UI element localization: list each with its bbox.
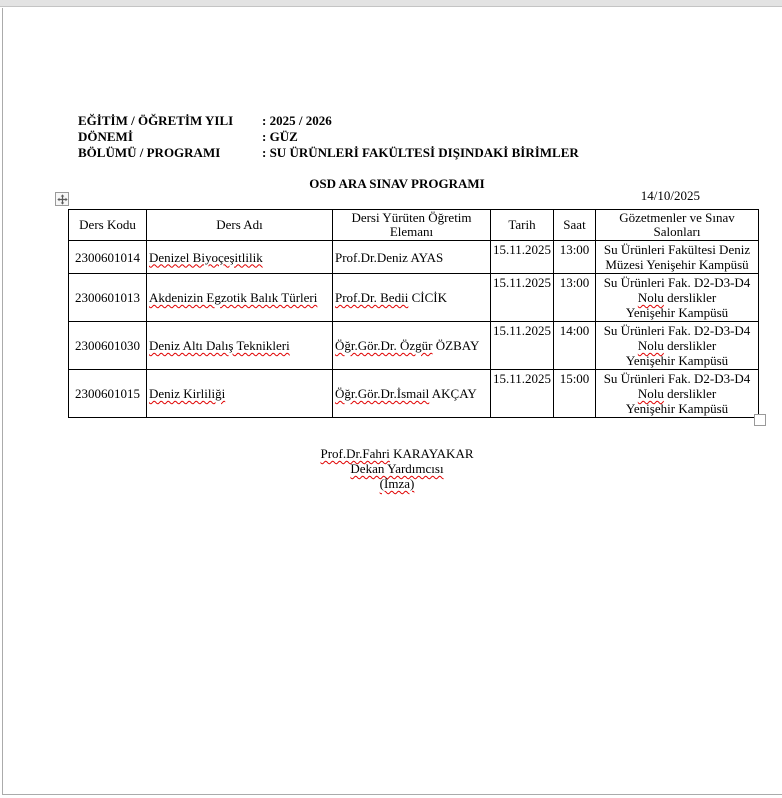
cell-tarih: 15.11.2025 [491,322,554,370]
document-date: 14/10/2025 [640,188,700,203]
salon-line: Su Ürünleri Fak. D2-D3-D4 [603,371,751,386]
cell-sinav-salonu [596,241,759,274]
cell-ders-kodu: 2300601014 [69,241,147,274]
cell-saat: 13:00 [554,241,596,274]
table-row [69,241,759,274]
instructor-text: CİCİK [408,290,447,305]
header-ogretim-elemani: Dersi Yürüten Öğretim Elemanı [333,210,491,241]
cell-ogretim-elemani [333,241,491,274]
info-label: BÖLÜMÜ / PROGRAMI [78,145,221,160]
info-row-bolumu [78,145,579,161]
header-ders-kodu: Ders Kodu [69,210,147,241]
cell-ogretim-elemani [333,322,491,370]
misspelled-text: Denizel Biyoçeşitlilik [149,249,263,265]
salon-line: Nolu derslikler [637,290,717,305]
cell-saat: 14:00 [554,322,596,370]
info-label: EĞİTİM / ÖĞRETİM YILI [78,113,234,128]
cell-ders-adi [147,274,333,322]
header-ders-adi: Ders Adı [147,210,333,241]
signature-name: Prof.Dr.Fahri KARAYAKAR [320,446,474,461]
cell-tarih: 15.11.2025 [491,241,554,274]
misspelled-text: Prof.Dr.Fahri [320,446,390,461]
misspelled-text: Öğr.Gör.Dr. Özgür [335,338,433,353]
signature-role [68,461,726,476]
cell-ders-adi [147,322,333,370]
misspelled-text: Akdenizin Egzotik Balık Türleri [149,290,318,305]
page-title: OSD ARA SINAV PROGRAMI [309,176,485,191]
cell-sinav-salonu [596,274,759,322]
page-bottom-edge [2,794,782,795]
info-label: DÖNEMİ [78,129,133,144]
instructor-text: ÖZBAY [432,338,480,353]
cell-ders-kodu: 2300601013 [69,274,147,322]
table-header-row [69,210,759,241]
instructor-text: AKÇAY [429,386,477,401]
info-row-egitim-yili [78,113,579,129]
misspelled-text: Prof.Dr. Bedii [335,290,409,305]
info-value: : 2025 / 2026 [262,113,332,128]
cell-ders-kodu: 2300601015 [69,370,147,418]
salon-line: Nolu derslikler [637,338,717,353]
instructor-text: Prof.Dr.Deniz AYAS [335,249,444,265]
salon-line: Müzesi Yenişehir Kampüsü [605,257,749,272]
misspelled-text: Deniz Kirliliği [149,386,226,401]
table-resize-handle[interactable] [754,414,766,426]
cell-sinav-salonu [596,322,759,370]
cell-saat: 13:00 [554,274,596,322]
misspelled-text: (İmza) [379,476,415,491]
table-row [69,322,759,370]
misspelled-text: Deniz Altı Dalış Teknikleri [149,338,290,353]
cell-ders-adi [147,241,333,274]
info-value: : SU ÜRÜNLERİ FAKÜLTESİ DIŞINDAKİ BİRİMLER [262,145,579,160]
cell-sinav-salonu [596,370,759,418]
cell-tarih: 15.11.2025 [491,274,554,322]
salon-line: Su Ürünleri Fakültesi Deniz [603,242,751,257]
cell-ogretim-elemani [333,274,491,322]
header-saat: Saat [554,210,596,241]
cell-ders-kodu: 2300601030 [69,322,147,370]
info-value: : GÜZ [262,129,298,144]
cell-ders-adi [147,370,333,418]
salon-line: Yenişehir Kampüsü [625,305,729,320]
salon-line: Yenişehir Kampüsü [625,353,729,368]
table-row [69,274,759,322]
table-move-handle[interactable] [55,192,69,206]
page-left-edge [2,8,3,794]
exam-schedule-table [68,209,759,418]
info-row-donemi [78,129,579,145]
header-tarih: Tarih [491,210,554,241]
salon-line: Su Ürünleri Fak. D2-D3-D4 [603,275,751,290]
signature-block [68,446,726,491]
misspelled-text: Nolu [637,290,664,305]
salon-line: Su Ürünleri Fak. D2-D3-D4 [603,323,751,338]
salon-line: Nolu derslikler [637,386,717,401]
document-info-block [78,113,579,161]
misspelled-text: Nolu [637,386,664,401]
misspelled-text: Öğr.Gör.Dr.İsmail [335,386,430,401]
header-gozetmenler: Gözetmenler ve Sınav Salonları [596,210,759,241]
cell-saat: 15:00 [554,370,596,418]
signature-imza [68,476,726,491]
window-top-strip [0,0,782,7]
cell-tarih: 15.11.2025 [491,370,554,418]
cell-ogretim-elemani [333,370,491,418]
misspelled-text: Nolu [637,338,664,353]
salon-line: Yenişehir Kampüsü [625,401,729,416]
table-row [69,370,759,418]
misspelled-text: Dekan Yardımcısı [350,461,444,476]
move-cross-icon [57,194,68,205]
